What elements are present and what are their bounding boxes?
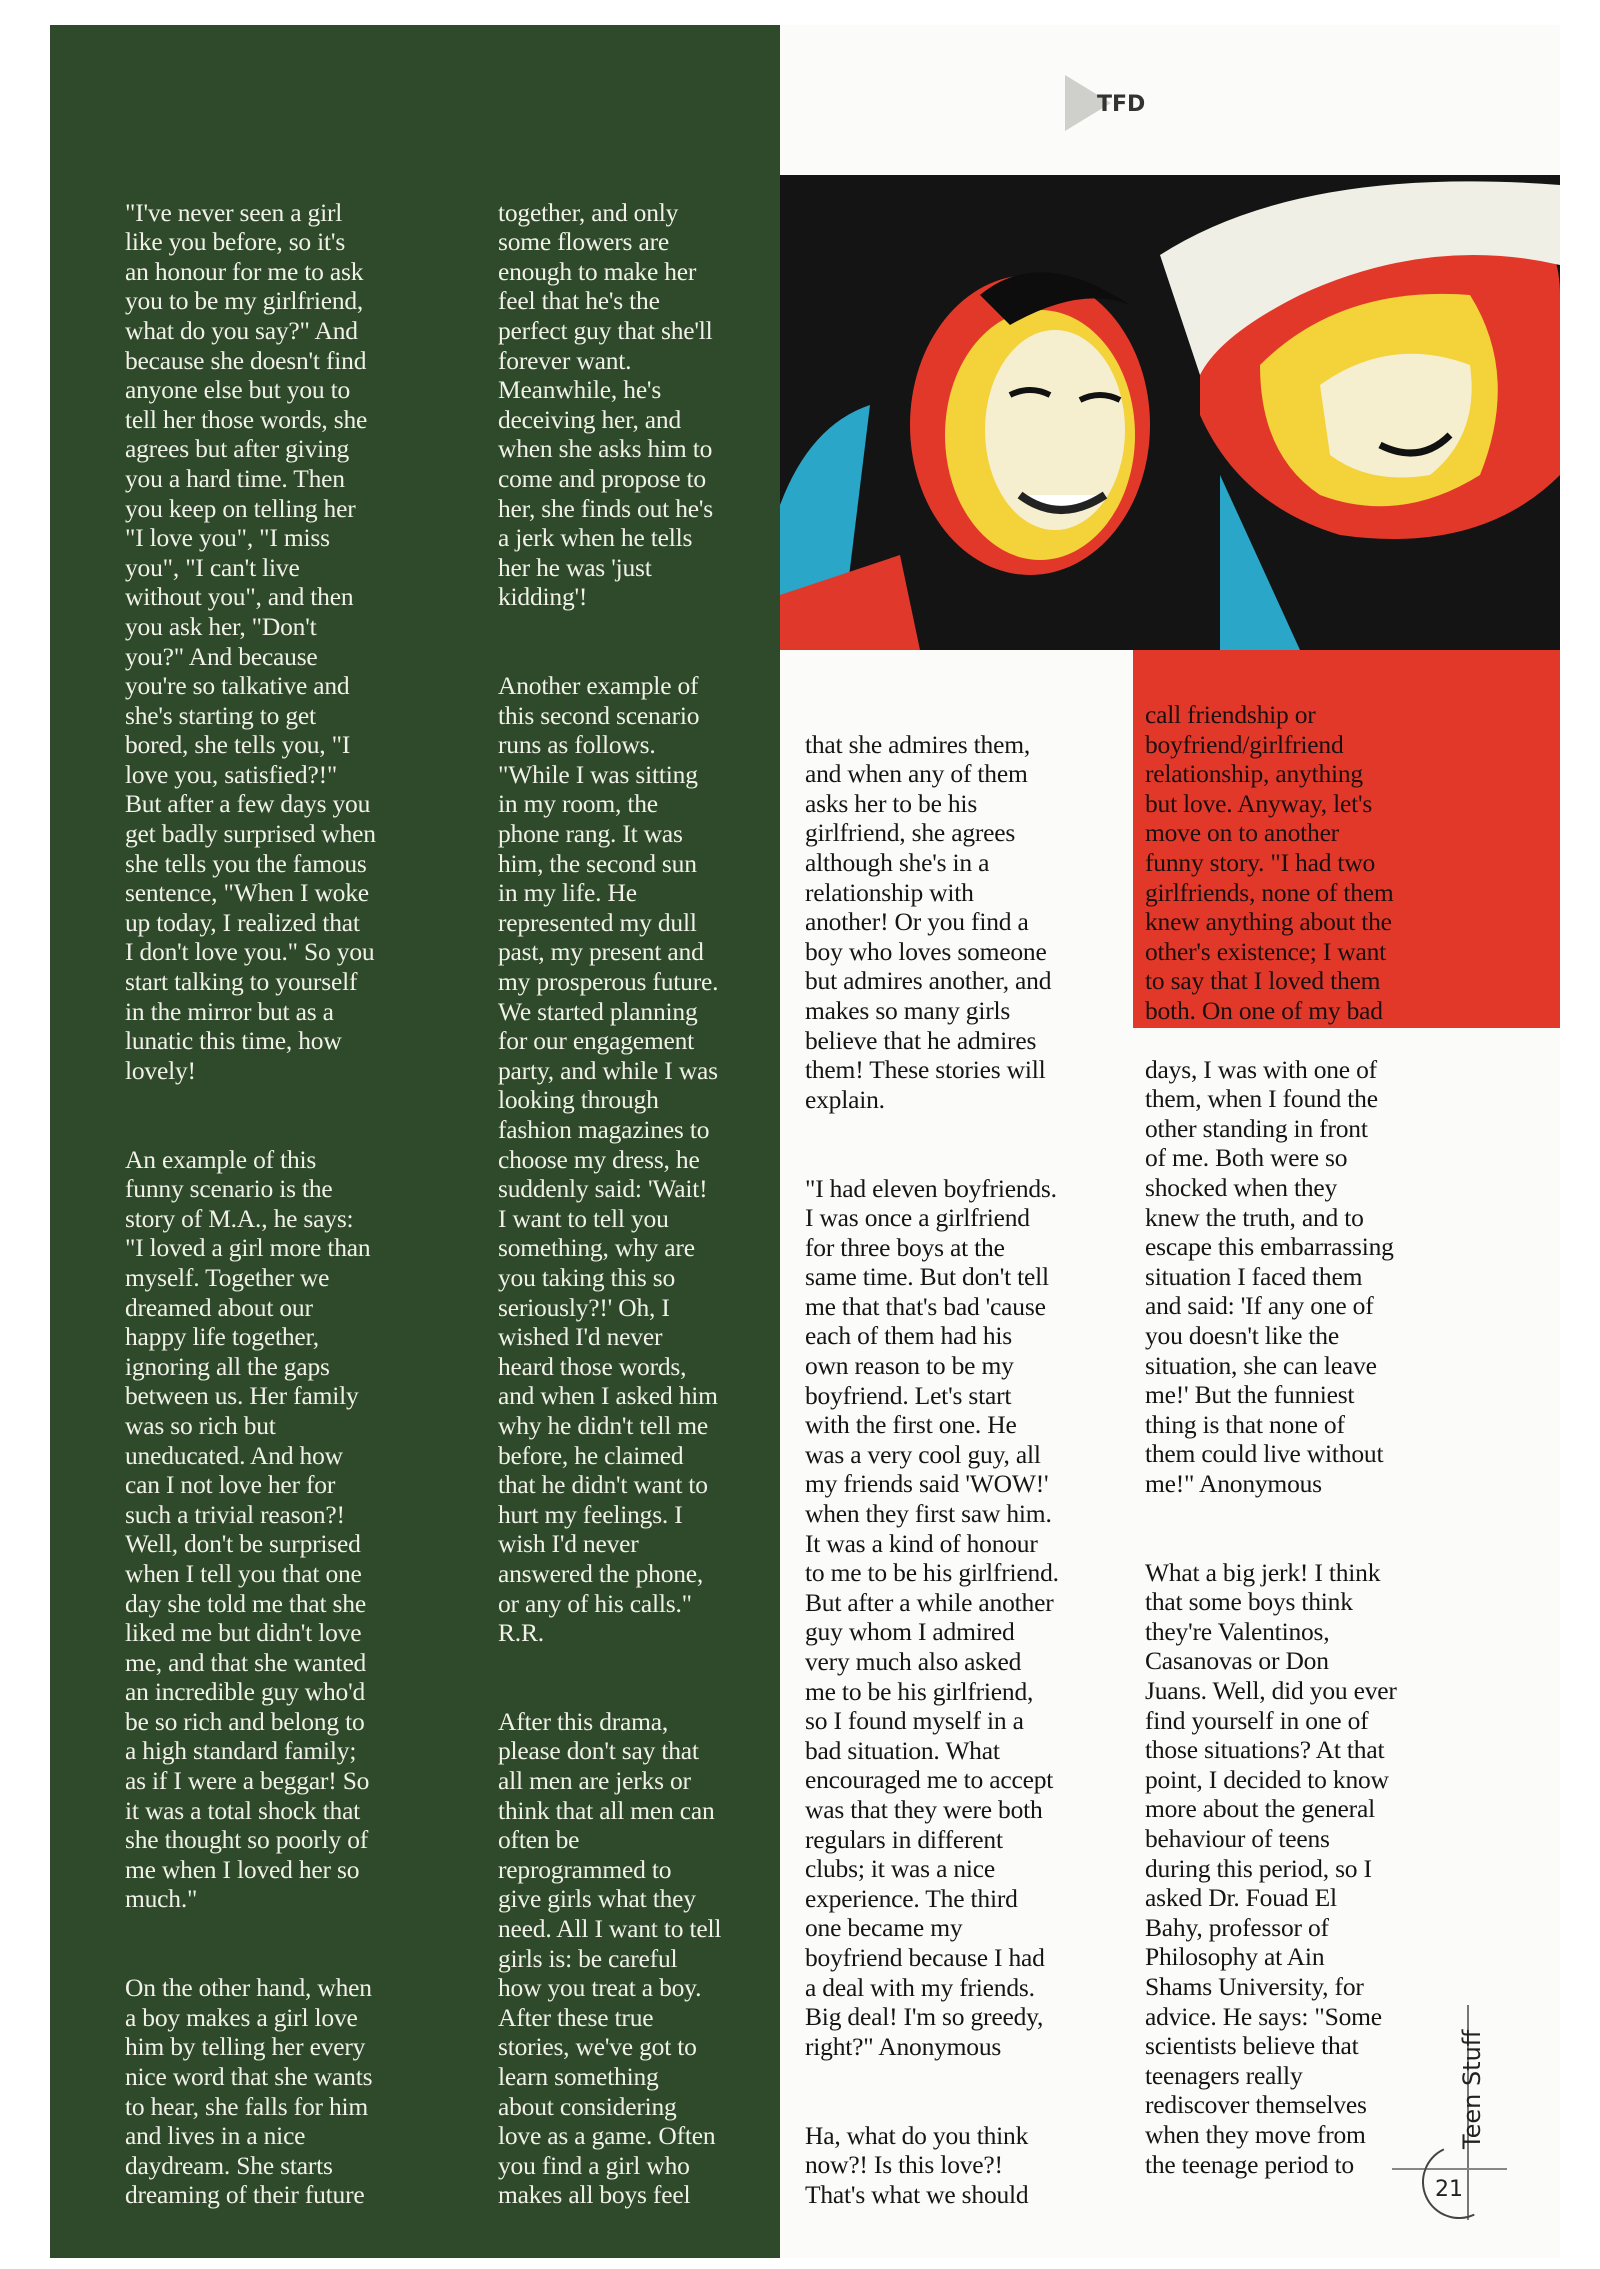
column-3: [805, 700, 1105, 2268]
tfd-logo: [1065, 75, 1185, 135]
section-label: Teen Stuff: [1458, 2029, 1486, 2149]
couple-photo: [780, 175, 1560, 650]
paragraph: "I had eleven boyfriends. I was once a girlfriend for three boys at the same time. But don't tell me that that's bad 'cause each of them had his own reason to be my boyfriend. Let's start with the first one. He was a very cool guy, all my friends said 'WOW!' when they first saw him. It was a kind of honour to me to be his girlfriend. But after a while another guy whom I admired very much also asked me to be his girlfriend, so I found myself in a bad situation. What encouraged me to accept was that they were both regulars in different clubs; it was a nice experience. The third one became my boyfriend because I had a deal with my friends. Big deal! I'm so greedy, right?" Anonymous: [805, 1173, 1059, 2061]
paragraph: What a big jerk! I think that some boys think they're Valentinos, Casanovas or Don Juans. Well, did you ever find yourself in one of those situations? At that point, I decided to know more about the general behaviour of teens during this period, so I asked Dr. Fouad El Bahy, professor of Philosophy at Ain Shams University, for advice. He says: "Some scientists believe that teenagers really rediscover themselves when they move from the teenage period to: [1145, 1557, 1397, 2179]
paragraph: that she admires them, and when any of them asks her to be his girlfriend, she agrees although she's in a relationship with another! Or you find a boy who loves someone but admires another, and makes so many girls believe that he admires them! These stories will explain.: [805, 729, 1052, 1114]
paragraph: Another example of this second scenario runs as follows. "While I was sitting in my room, the phone rang. It was him, the second sun in my life. He represented my dull past, my present and my prosperous future. We started planning for our engagement party, and while I was looking through fashion magazines to choose my dress, he suddenly said: 'Wait! I want to tell you something, why are you taking this so seriously?!' Oh, I wished I'd never heard those words, and when I asked him why he didn't tell me before, he claimed that he didn't want to hurt my feelings. I wish I'd never answered the phone, or any of his calls." R.R.: [498, 671, 719, 1648]
paragraph: together, and only some flowers are enough to make her feel that he's the perfect guy that she'll forever want. Meanwhile, he's deceiving her, and when she asks him to come and propose to her, she finds out he's a jerk when he tells her he was 'just kidding'!: [498, 197, 713, 612]
paragraph: On the other hand, when a boy makes a girl love him by telling her every nice word that she wants to hear, she falls for him and lives in a nice daydream. She starts dreaming of their future: [125, 1973, 373, 2210]
page-number: 21: [1435, 2177, 1463, 2202]
paragraph: Ha, what do you think now?! Is this love?! That's what we should: [805, 2120, 1029, 2209]
page-folio: [1375, 2000, 1515, 2230]
logo-text: TFD: [1097, 92, 1146, 117]
paragraph: days, I was with one of them, when I found the other standing in front of me. Both were so shocked when they knew the truth, and to escape this embarrassing situation I faced them and said: 'If any one of you doesn't like the situation, she can leave me!' But the funniest thing is that none of them could live without me!" Anonymous: [1145, 1054, 1394, 1498]
red-highlight-box: [1133, 650, 1560, 1028]
column-1: [125, 168, 425, 2269]
column-2: [498, 168, 758, 2269]
paragraph: After this drama, please don't say that all men are jerks or think that all men can often be reprogrammed to give girls what they need. All I want to tell girls is: be careful how you treat a boy. After these true stories, we've got to learn something about considering love as a game. Often you find a girl who makes all boys feel: [498, 1706, 722, 2210]
boxed-paragraph: call friendship or boyfriend/girlfriend relationship, anything but love. Anyway, let's move on to another funny story. "I had two girlfriends, none of them knew anything about the other's existence; I want to say that I loved them both. On one of my bad: [1145, 700, 1394, 1025]
photo-illustration: [780, 175, 1560, 650]
paragraph: "I've never seen a girl like you before, so it's an honour for me to ask you to be my girlfriend, what do you say?" And because she doesn't find anyone else but you to tell her those words, she agrees but after giving you a hard time. Then you keep on telling her "I love you", "I miss you", "I can't live without you", and then you ask her, "Don't you?" And because you're so talkative and she's starting to get bored, she tells you, "I love you, satisfied?!" But after a few days you get badly surprised when she tells you the famous sentence, "When I woke up today, I realized that I don't love you." So you start talking to yourself in the mirror but as a lunatic this time, how lovely!: [125, 197, 376, 1085]
paragraph: An example of this funny scenario is the story of M.A., he says: "I loved a girl more than myself. Together we dreamed about our happy life together, ignoring all the gaps between us. Her family was so rich but uneducated. And how can I not love her for such a trivial reason?! Well, don't be surprised when I tell you that one day she told me that she liked me but didn't love me, and that she wanted an incredible guy who'd be so rich and belong to a high standard family; as if I were a beggar! So it was a total shock that she thought so poorly of me when I loved her so much.": [125, 1144, 371, 1914]
